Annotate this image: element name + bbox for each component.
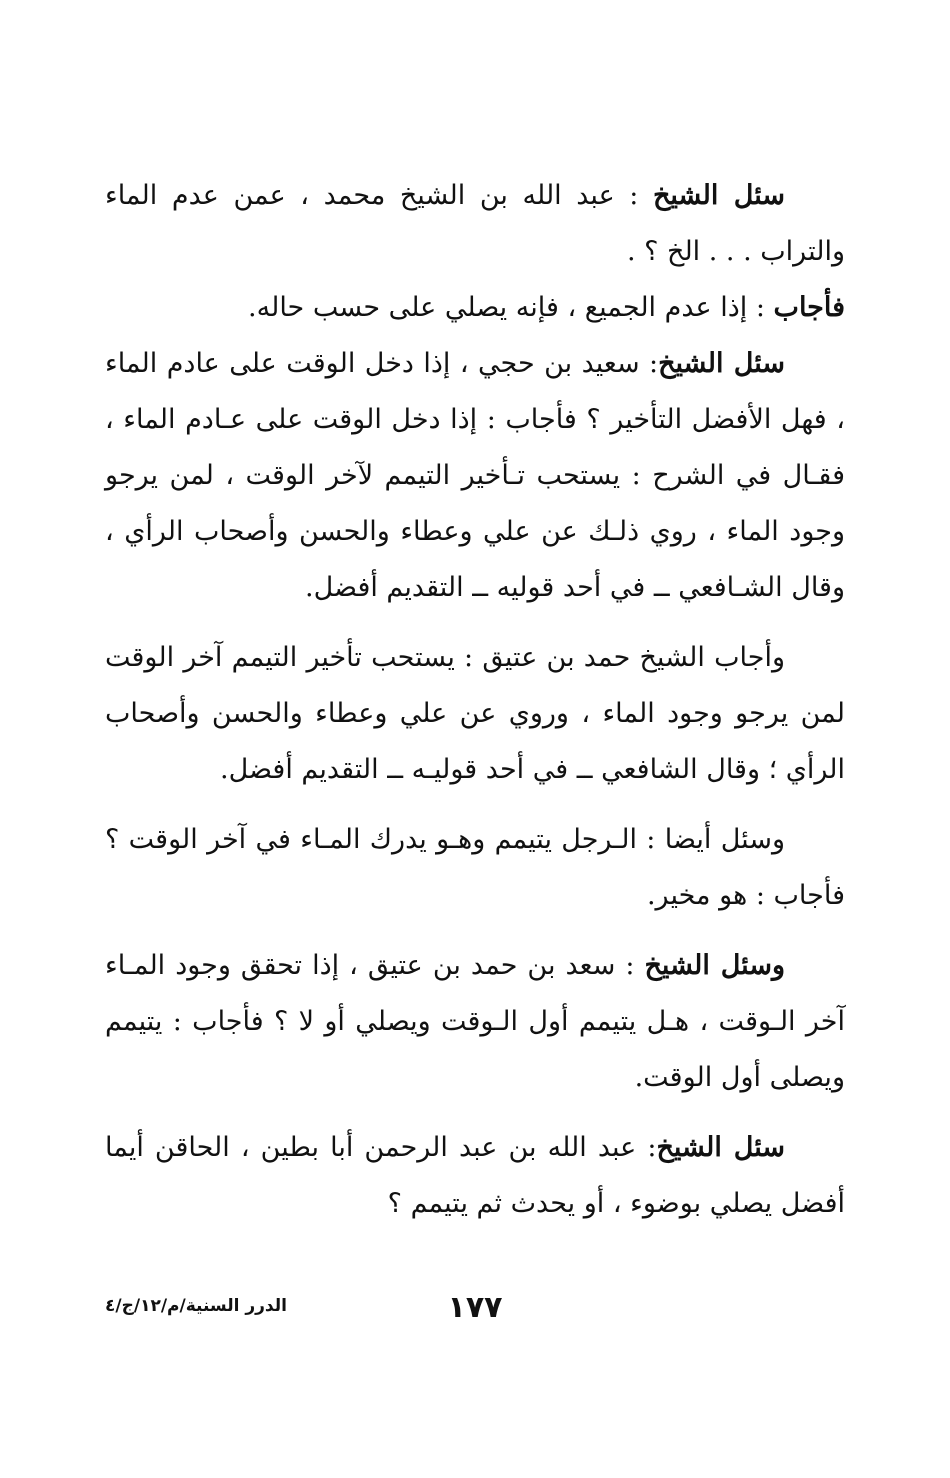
paragraph-3-text: : سعيد بن حجي ، إذا دخل الوقت على عادم الماء ، فهل الأفضل التأخير ؟ فأجاب : إذا دخل الوقت على عـادم الماء ، فقـال في الشرح : يستحب تـأخير التيمم لآخر الوقت ، لمن يرجو وجود الماء ، روي ذلـك عن علي وعطاء والحسن وأصحاب الرأي ، وقال الشـافعي ــ في أحد قوليه ــ التقديم أفضل. bbox=[105, 348, 845, 603]
paragraph-4 bbox=[105, 630, 845, 798]
paragraph-2-text: : إذا عدم الجميع ، فإنه يصلي على حسب حاله. bbox=[248, 292, 774, 323]
source-reference: الدرر السنية/م/١٢/ج/٤ bbox=[105, 1296, 287, 1316]
paragraph-1-lead: سئل الشيخ bbox=[652, 180, 786, 211]
page-number: ١٧٧ bbox=[447, 1290, 503, 1325]
paragraph-5-text: وسئل أيضا : الـرجل يتيمم وهـو يدرك المـاء في آخر الوقت ؟ فأجاب : هو مخير. bbox=[105, 824, 845, 911]
paragraph-2-lead: فأجاب bbox=[773, 292, 845, 323]
page-body bbox=[105, 168, 845, 1232]
paragraph-3-lead: سئل الشيخ bbox=[658, 348, 785, 379]
paragraph-6-text: : سعد بن حمد بن عتيق ، إذا تحقق وجود المـاء آخر الـوقت ، هـل يتيمم أول الـوقت ويصلي أو لا ؟ فأجاب : يتيمم ويصلى أول الوقت. bbox=[105, 950, 845, 1093]
paragraph-5 bbox=[105, 812, 845, 924]
paragraph-1 bbox=[105, 168, 845, 280]
paragraph-3 bbox=[105, 336, 845, 616]
paragraph-7-lead: سئل الشيخ bbox=[656, 1132, 785, 1163]
paragraph-4-text: وأجاب الشيخ حمد بن عتيق : يستحب تأخير التيمم آخر الوقت لمن يرجو وجود الماء ، وروي عن علي وعطاء والحسن وأصحاب الرأي ؛ وقال الشافعي ــ في أحد قوليـه ــ التقديم أفضل. bbox=[105, 642, 845, 785]
paragraph-7-text: : عبد الله بن عبد الرحمن أبا بطين ، الحاقن أيما أفضل يصلي بوضوء ، أو يحدث ثم يتيمم ؟ bbox=[105, 1132, 845, 1219]
paragraph-1-text: : عبد الله بن الشيخ محمد ، عمن عدم الماء والتراب . . . الخ ؟ . bbox=[105, 180, 845, 267]
paragraph-6 bbox=[105, 938, 845, 1106]
paragraph-2 bbox=[105, 280, 845, 336]
page-footer bbox=[105, 1290, 845, 1330]
paragraph-6-lead: وسئل الشيخ bbox=[644, 950, 785, 981]
paragraph-7 bbox=[105, 1120, 845, 1232]
